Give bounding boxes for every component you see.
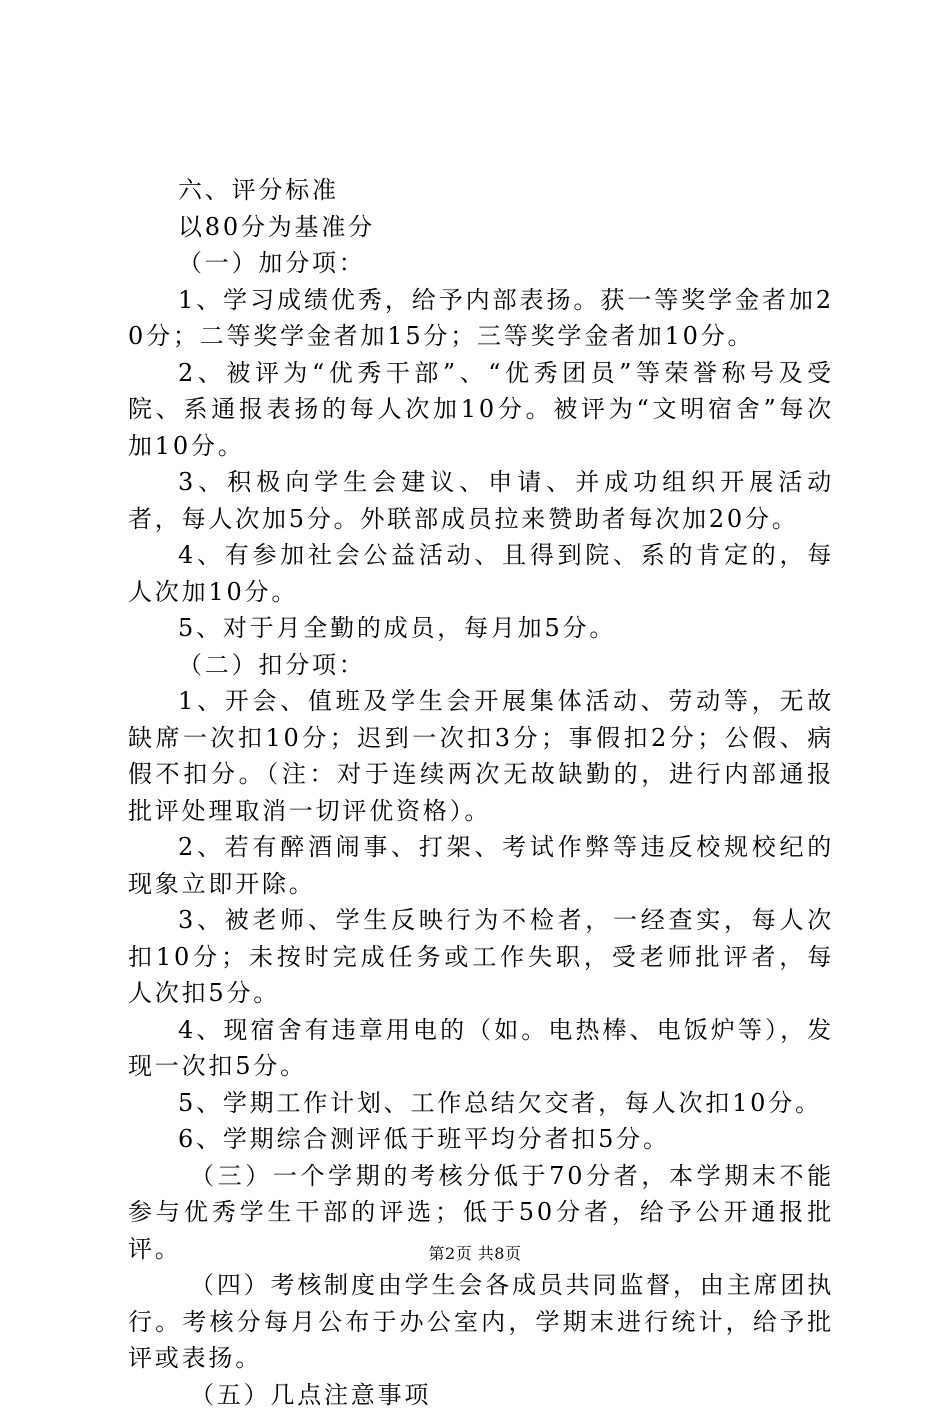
paragraph-base-score: 以80分为基准分 xyxy=(128,209,834,246)
document-body xyxy=(128,172,834,1413)
bonus-item-2: 2、被评为“优秀干部”、“优秀团员”等荣誉称号及受院、系通报表扬的每人次加10分。被评为“文明宿舍”每次加10分。 xyxy=(128,355,834,465)
paragraph-item-5: （五）几点注意事项 xyxy=(128,1377,834,1413)
deduction-item-4: 4、现宿舍有违章用电的（如。电热棒、电饭炉等），发现一次扣5分。 xyxy=(128,1012,834,1085)
deduction-item-1: 1、开会、值班及学生会开展集体活动、劳动等，无故缺席一次扣10分；迟到一次扣3分；事假扣2分；公假、病假不扣分。（注：对于连续两次无故缺勤的，进行内部通报批评处理取消一切评优资格）。 xyxy=(128,683,834,829)
bonus-item-4: 4、有参加社会公益活动、且得到院、系的肯定的，每人次加10分。 xyxy=(128,537,834,610)
bonus-item-5: 5、对于月全勤的成员，每月加5分。 xyxy=(128,610,834,647)
page-footer: 第2页 共8页 xyxy=(0,1244,950,1264)
bonus-item-3: 3、积极向学生会建议、申请、并成功组织开展活动者，每人次加5分。外联部成员拉来赞助者每次加20分。 xyxy=(128,464,834,537)
deduction-item-2: 2、若有醉酒闹事、打架、考试作弊等违反校规校纪的现象立即开除。 xyxy=(128,829,834,902)
paragraph-item-4: （四）考核制度由学生会各成员共同监督，由主席团执行。考核分每月公布于办公室内，学期末进行统计，给予批评或表扬。 xyxy=(128,1267,834,1377)
deduction-item-6: 6、学期综合测评低于班平均分者扣5分。 xyxy=(128,1121,834,1158)
deduction-item-5: 5、学期工作计划、工作总结欠交者，每人次扣10分。 xyxy=(128,1085,834,1122)
section-heading-scoring-standard: 六、评分标准 xyxy=(128,172,834,209)
paragraph-item-3: （三）一个学期的考核分低于70分者，本学期末不能参与优秀学生干部的评选；低于50分者，给予公开通报批评。 xyxy=(128,1158,834,1268)
subheading-deduction-items: （二）扣分项： xyxy=(128,647,834,684)
subheading-bonus-items: （一）加分项： xyxy=(128,245,834,282)
bonus-item-1: 1、学习成绩优秀，给予内部表扬。获一等奖学金者加20分；二等奖学金者加15分；三等奖学金者加10分。 xyxy=(128,282,834,355)
deduction-item-3: 3、被老师、学生反映行为不检者，一经查实，每人次扣10分；未按时完成任务或工作失职，受老师批评者，每人次扣5分。 xyxy=(128,902,834,1012)
